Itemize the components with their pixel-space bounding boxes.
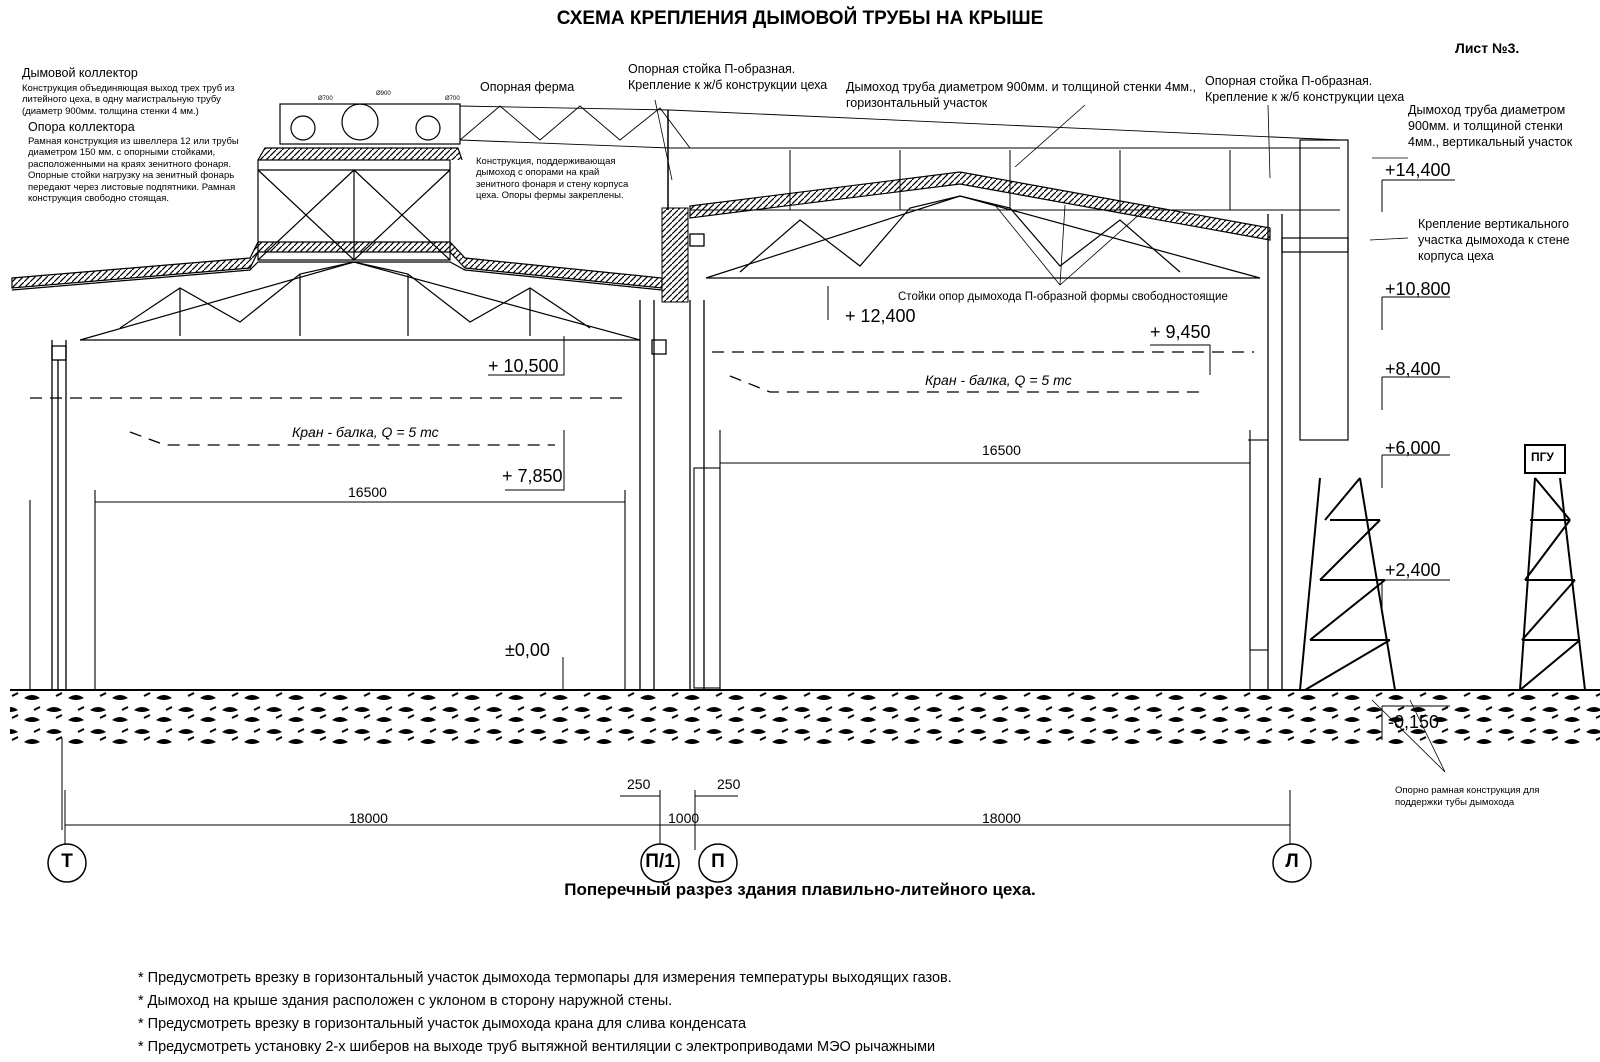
span-left-dim: 16500	[348, 484, 387, 500]
elevation-zero: ±0,00	[505, 640, 550, 660]
dim-250-right: 250	[717, 776, 741, 792]
post-left-label-1: Опорная стойка П-образная.	[628, 62, 796, 76]
crane-left-label: Кран - балка, Q = 5 тс	[292, 424, 439, 440]
right-bay-roof	[690, 172, 1270, 278]
crane-beams	[30, 352, 1254, 445]
elevation-7850: + 7,850	[502, 466, 563, 486]
frame-label-1: Опорно рамная конструкция для	[1395, 785, 1540, 796]
chimney-horiz-label-1: Дымоход труба диаметром 900мм. и толщиной стенки 4мм.,	[846, 80, 1196, 94]
elevation-10800: +10,800	[1385, 279, 1451, 299]
bay-left-dim: 18000	[349, 810, 388, 826]
frame-label-2: поддержки тубы дымохода	[1395, 797, 1515, 808]
crane-right-label: Кран - балка, Q = 5 тс	[925, 372, 1072, 388]
elevation-9450: + 9,450	[1150, 322, 1211, 342]
axis-label-p1: П/1	[645, 851, 675, 872]
diameter-700b: Ø700	[445, 96, 460, 102]
pgu-label: ПГУ	[1531, 450, 1554, 464]
diameter-700a: Ø700	[318, 96, 333, 102]
span-right-dim: 16500	[982, 442, 1021, 458]
parapet	[662, 208, 688, 302]
elevation-6000: +6,000	[1385, 438, 1441, 458]
vert-fix-label-2: участка дымохода к стене	[1418, 233, 1570, 247]
smoke-collector	[280, 104, 460, 144]
dim-250-left: 250	[627, 776, 651, 792]
elevation-14400: +14,400	[1385, 160, 1451, 180]
chimney-vert-label-2: 900мм. и толщиной стенки	[1408, 119, 1563, 133]
sheet-number: Лист №3.	[1455, 40, 1520, 56]
chimney-horiz-label-2: горизонтальный участок	[846, 96, 988, 110]
bay-right-dim: 18000	[982, 810, 1021, 826]
pgu-towers	[1300, 445, 1585, 690]
bay-mid-dim: 1000	[668, 810, 700, 826]
elevation-2400: +2,400	[1385, 560, 1441, 580]
note-1: * Предусмотреть врезку в горизонтальный участок дымохода термопары для измерения температуры выходящих газов.	[138, 970, 952, 986]
post-right-label-2: Крепление к ж/б конструкции цеха	[1205, 90, 1405, 104]
crane-columns	[30, 430, 1268, 690]
ground	[10, 690, 1600, 745]
span-lines	[95, 463, 1250, 502]
note-2: * Дымоход на крыше здания расположен с уклоном в сторону наружной стены.	[138, 993, 673, 1009]
elevation-10500: + 10,500	[488, 356, 559, 376]
elevation-leaders	[488, 180, 1455, 740]
collector-desc: Конструкция объединяющая выход трех труб из литейного цеха, в одну магистральную трубу (диаметр 900мм. толщина стенки 4 мм.)	[22, 83, 235, 117]
vert-fix-label-1: Крепление вертикального	[1418, 217, 1569, 231]
axis-label-p: П	[711, 851, 725, 872]
chimney-vertical	[1282, 140, 1348, 440]
elevation-12400: + 12,400	[845, 306, 916, 326]
stands-label: Стойки опор дымохода П-образной формы свободностоящие	[898, 291, 1228, 303]
elevation-8400: +8,400	[1385, 359, 1441, 379]
chimney-vert-label-1: Дымоход труба диаметром	[1408, 103, 1566, 117]
collector-support-title: Опора коллектора	[28, 120, 135, 134]
vert-fix-label-3: корпуса цеха	[1418, 249, 1494, 263]
note-4: * Предусмотреть установку 2-х шиберов на выходе труб вытяжной вентиляции с электроприводами МЭО рычажными	[138, 1039, 936, 1055]
support-truss-label: Опорная ферма	[480, 80, 575, 94]
support-truss-desc: Конструкция, поддерживающая дымоход с опорами на край зенитного фонаря и стену корпуса цеха. Опоры фермы закреплены.	[476, 156, 629, 202]
collector-title: Дымовой коллектор	[22, 66, 138, 80]
bottom-dimensions	[62, 738, 1290, 850]
axis-label-l: Л	[1285, 851, 1299, 872]
diameter-900: Ø900	[376, 91, 391, 97]
collector-support-desc: Рамная конструкция из швеллера 12 или трубы диаметром 150 мм. с опорными стойками, расположенными на краях зенитного фонаря. Опорные стойки нагрузку на зенитный фонарь передают через листовые подпятники. Рамная конструкция свободно стоящая.	[28, 136, 239, 204]
section-title: Поперечный разрез здания плавильно-литейного цеха.	[564, 880, 1036, 899]
note-3: * Предусмотреть врезку в горизонтальный участок дымохода крана для слива конденсата	[138, 1016, 747, 1032]
post-left-label-2: Крепление к ж/б конструкции цеха	[628, 78, 828, 92]
elevation-minus-150: -0,150	[1388, 712, 1440, 732]
page-title: СХЕМА КРЕПЛЕНИЯ ДЫМОВОЙ ТРУБЫ НА КРЫШЕ	[556, 8, 1044, 29]
chimney-vert-label-3: 4мм., вертикальный участок	[1408, 135, 1573, 149]
post-right-label-1: Опорная стойка П-образная.	[1205, 74, 1373, 88]
axis-label-t: Т	[61, 851, 73, 872]
